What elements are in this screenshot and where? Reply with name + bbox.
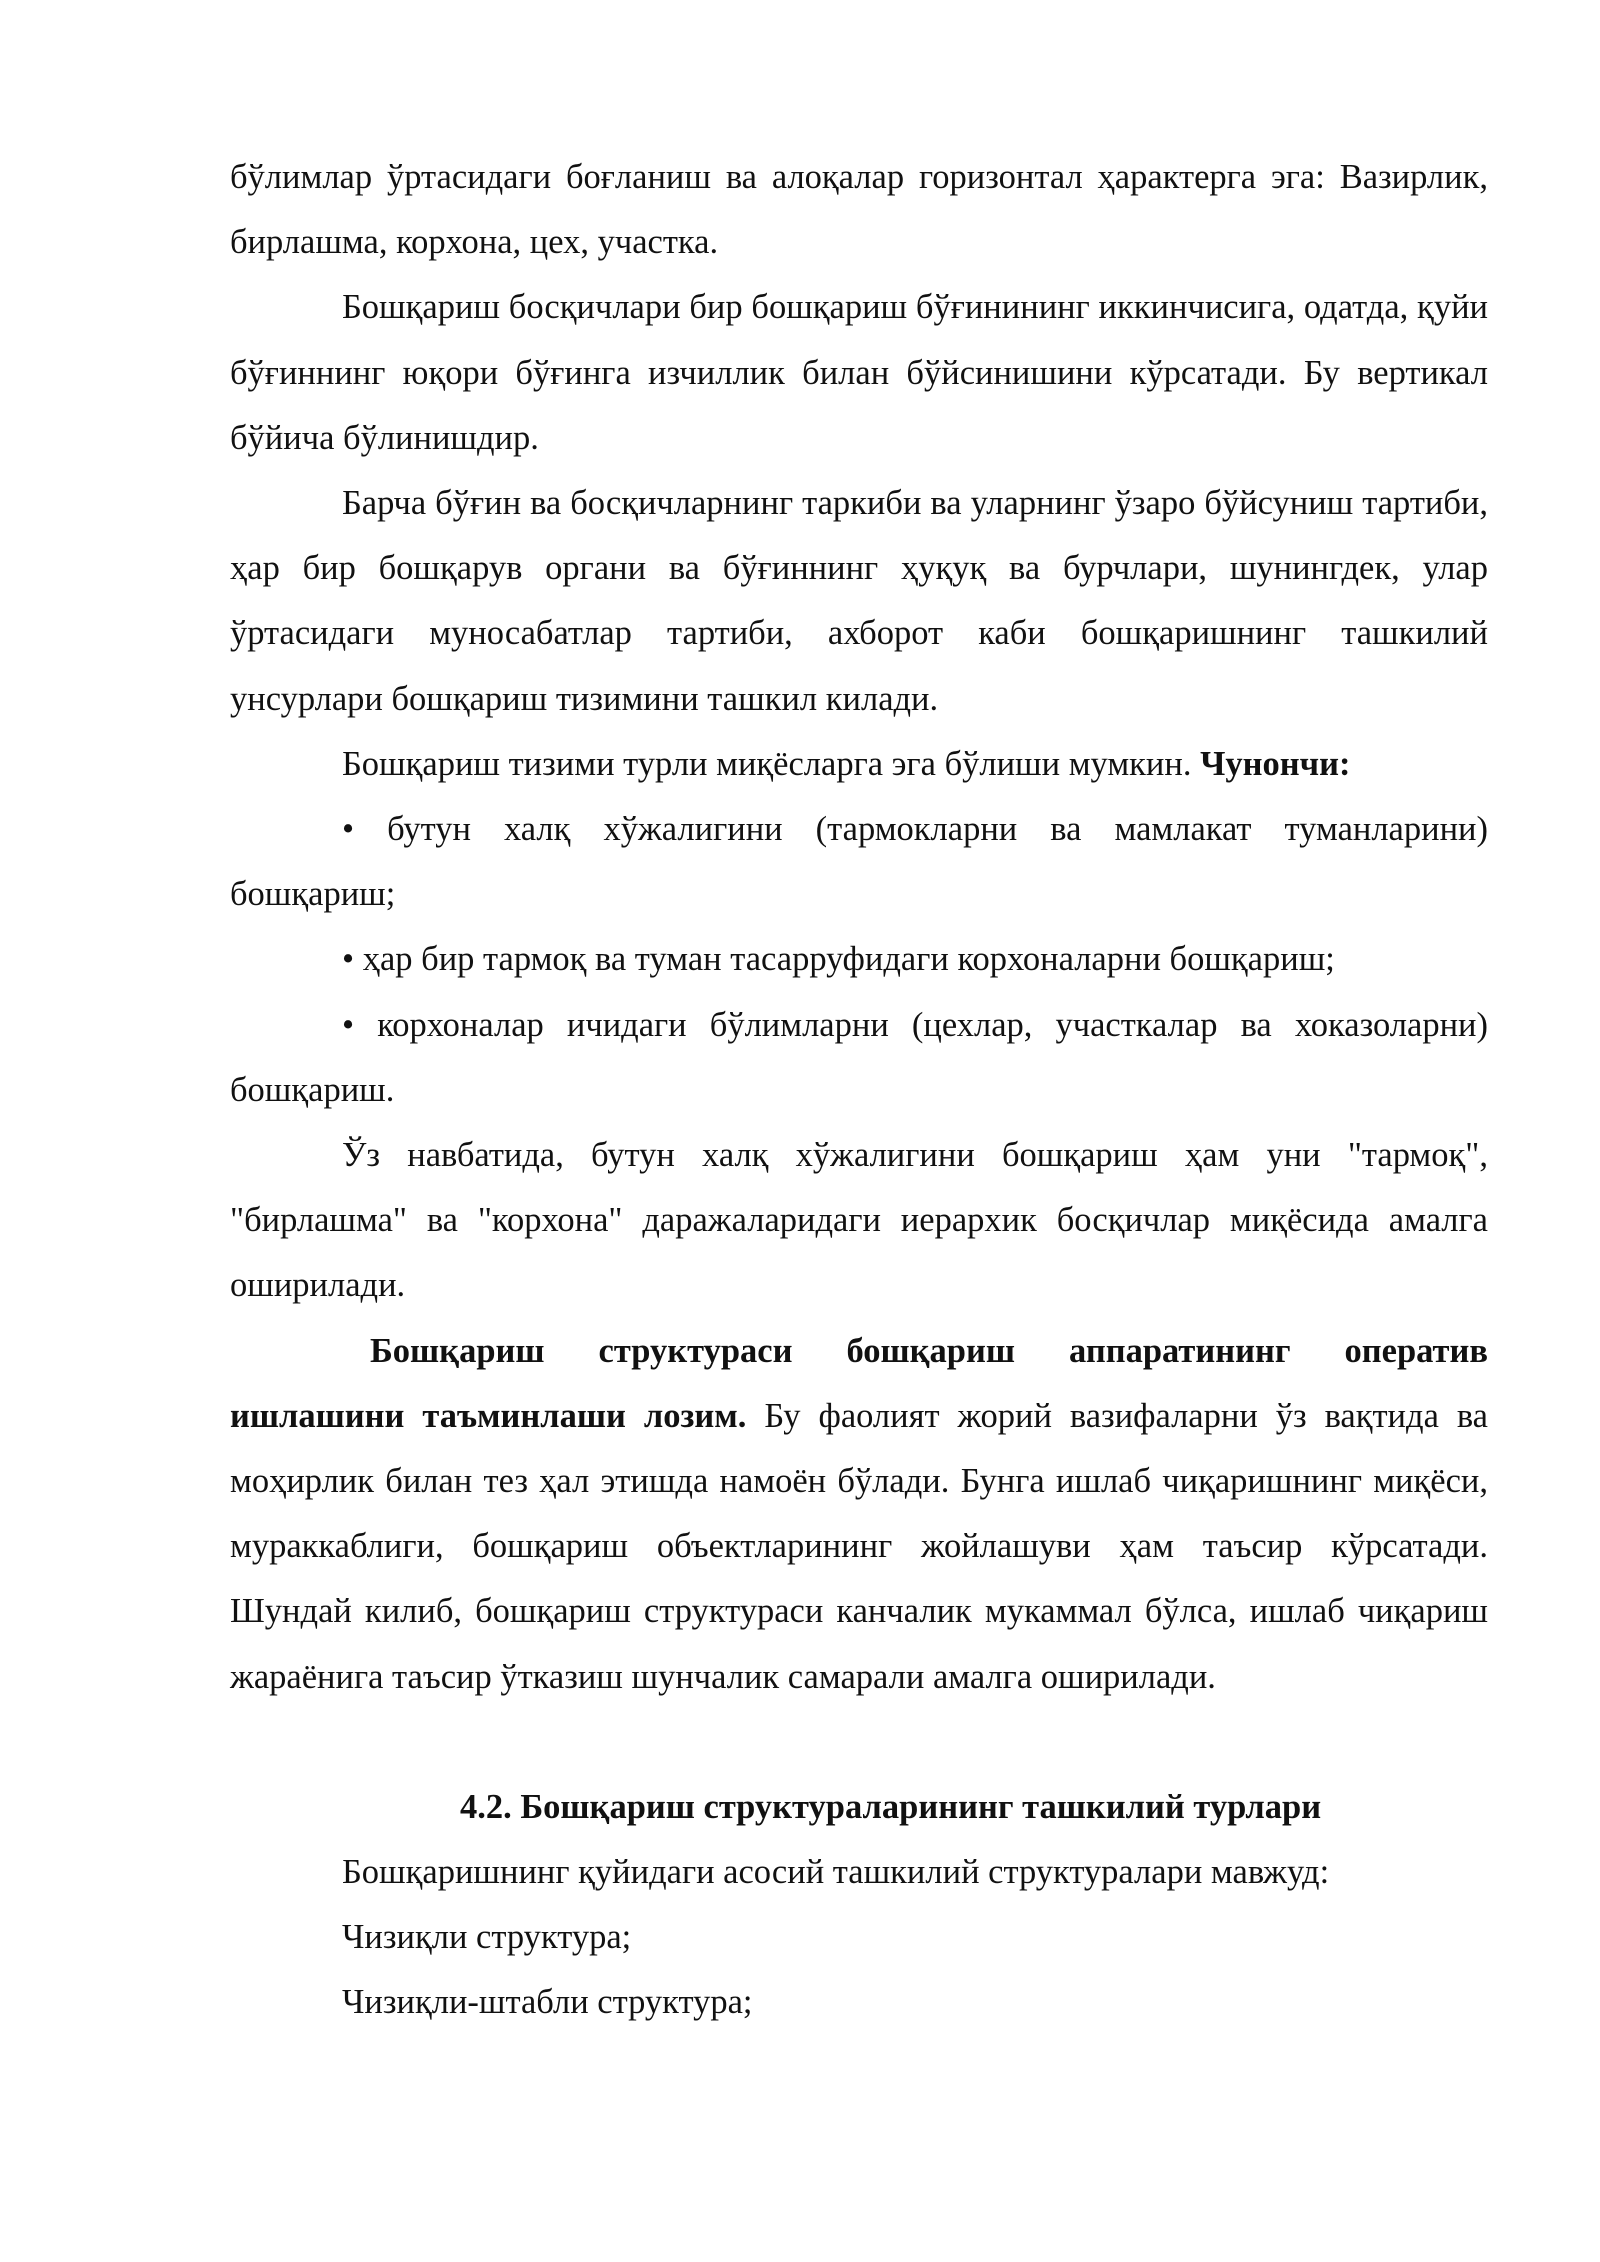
bullet-item-2: • ҳар бир тармоқ ва туман тасарруфидаги корхоналарни бошқариш; [342, 940, 1335, 979]
paragraph-4-bold: Чунончи: [1200, 744, 1351, 783]
section-heading: 4.2. Бошқариш структураларининг ташкилий турлари [460, 1787, 1322, 1826]
paragraph-2: Бошқариш босқичлари бир бошқариш бўғинининг иккинчисига, одатда, қуйи бўғиннинг юқори бўғинга изчиллик билан бўйсинишини кўрсатади. Бу вертикал бўйича бўлинишдир. [230, 288, 1488, 457]
paragraph-1: бўлимлар ўртасидаги боғланиш ва алоқалар горизонтал ҳарактерга эга: Вазирлик, бирлашма, корхона, цех, участка. [230, 158, 1488, 262]
spacer [230, 1710, 1488, 1775]
paragraph-3: Барча бўғин ва босқичларнинг таркиби ва уларнинг ўзаро бўйсуниш тартиби, ҳар бир бошқарув органи ва бўғиннинг ҳуқуқ ва бурчлари, шунингдек, улар ўртасидаги муносабатлар тартиби, ахборот каби бошқаришнинг ташкилий унсурлари бошқариш тизимини ташкил килади. [230, 484, 1488, 718]
paragraph-6 [230, 1319, 1488, 1710]
structure-item-2: Чизиқли-штабли структура; [342, 1983, 753, 2022]
section-intro: Бошқаришнинг қуйидаги асосий ташкилий структуралари мавжуд: [342, 1853, 1330, 1892]
paragraph-6-bold: Бошқариш структураси бошқариш аппаратининг оператив ишлашини таъминлаши лозим. [230, 1331, 1488, 1435]
bullet-item-3: • корхоналар ичидаги бўлимларни (цехлар, участкалар ва хоказоларни) бошқариш. [230, 1005, 1488, 1109]
bullet-item-1: • бутун халқ хўжалигини (тармокларни ва мамлакат туманларини) бошқариш; [230, 810, 1488, 914]
document-page [230, 145, 1488, 2036]
paragraph-5: Ўз навбатида, бутун халқ хўжалигини бошқариш ҳам уни "тармоқ", "бирлашма" ва "корхона" даражаларидаги иерархик босқичлар миқёсида амалга оширилади. [230, 1136, 1488, 1305]
paragraph-4-text: Бошқариш тизими турли миқёсларга эга бўлиши мумкин. [342, 744, 1201, 783]
structure-item-1: Чизиқли структура; [342, 1918, 632, 1957]
paragraph-6-text: Бу фаолият жорий вазифаларни ўз вақтида ва моҳирлик билан тез ҳал этишда намоён бўлади. Бунга ишлаб чиқаришнинг миқёси, мураккаблиги, бошқариш объектларининг жойлашуви ҳам таъсир кўрсатади. Шундай килиб, бошқариш структураси канчалик мукаммал бўлса, ишлаб чиқариш жараёнига таъсир ўтказиш шунчалик самарали амалга оширилади. [230, 1396, 1488, 1696]
paragraph-4 [230, 732, 1488, 797]
